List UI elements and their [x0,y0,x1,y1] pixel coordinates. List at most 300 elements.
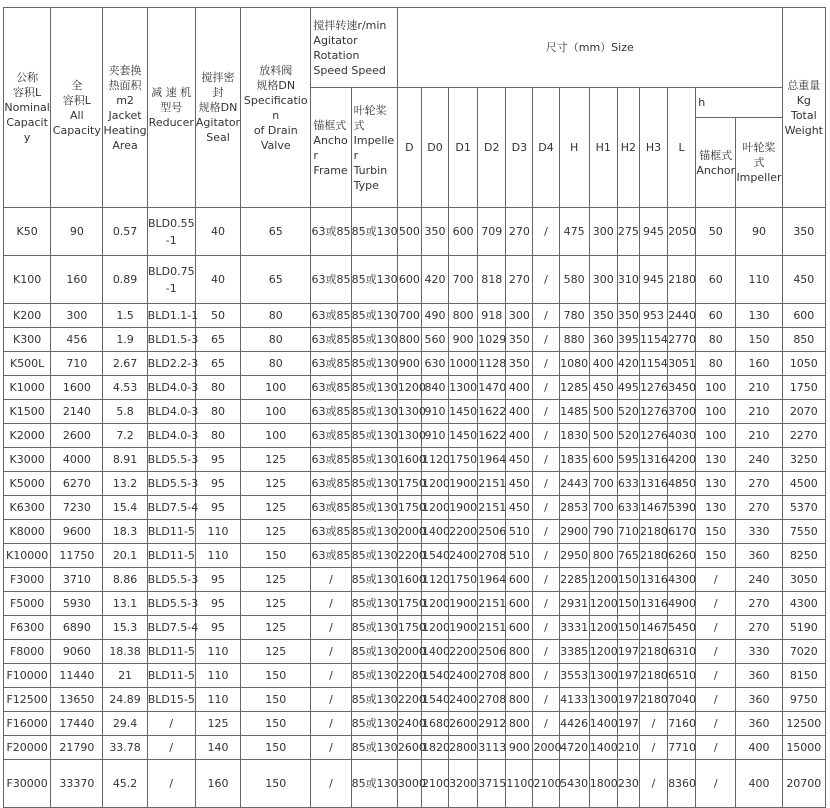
cell-d0: 910 [421,400,448,424]
cell-d1: 2200 [449,640,478,664]
cell-impeller: 85或130 [351,664,397,688]
cell-d: 2600 [397,736,421,760]
cell-h3: / [639,760,667,808]
cell-d4: / [533,376,559,400]
cell-model: K6300 [4,496,51,520]
cell-h3: / [639,736,667,760]
header-agitator-speed-line: 搅拌转速r/min [313,18,387,32]
cell-d3: 800 [506,712,533,736]
table-row [4,352,826,376]
cell-d1: 600 [449,208,478,256]
cell-weight: 20700 [782,760,825,808]
cell-anchor: / [311,664,351,688]
cell-valve: 125 [241,592,311,616]
cell-weight: 8250 [782,544,825,568]
cell-area: 20.1 [103,544,147,568]
cell-d1: 1450 [449,400,478,424]
cell-h: 2853 [559,496,589,520]
cell-reducer: BLD1.5-3 [147,328,195,352]
cell-model: K5000 [4,472,51,496]
cell-d2: 1964 [478,568,506,592]
cell-seal: 40 [195,256,240,304]
cell-d3: 600 [506,616,533,640]
cell-d2: 2912 [478,712,506,736]
cell-reducer: BLD5.5-3 [147,592,195,616]
cell-l: 5390 [668,496,696,520]
table-row [4,448,826,472]
cell-area: 18.38 [103,640,147,664]
cell-hi: 400 [736,760,782,808]
cell-d: 1750 [397,472,421,496]
cell-h: 475 [559,208,589,256]
cell-area: 15.4 [103,496,147,520]
cell-valve: 65 [241,256,311,304]
cell-d4: / [533,664,559,688]
cell-h: 1080 [559,352,589,376]
cell-weight: 4500 [782,472,825,496]
table-row [4,400,826,424]
table-header [4,8,826,208]
cell-d3: 300 [506,304,533,328]
cell-hi: 210 [736,376,782,400]
cell-area: 1.5 [103,304,147,328]
header-total-weight-line: Kg [796,93,811,107]
cell-d3: 900 [506,736,533,760]
cell-all: 4000 [51,448,103,472]
cell-h3: 1467 [639,616,667,640]
cell-d: 2200 [397,544,421,568]
cell-d: 3000 [397,760,421,808]
cell-model: F6300 [4,616,51,640]
cell-d1: 1900 [449,592,478,616]
cell-l: 4850 [668,472,696,496]
header-jacket-area-line: m2 [116,93,134,107]
header-nominal-capacity [4,8,51,208]
cell-model: K8000 [4,520,51,544]
header-drain-valve-line: 放料阀 [259,63,293,77]
cell-reducer: / [147,736,195,760]
cell-hi: 240 [736,448,782,472]
cell-impeller: 85或130 [351,472,397,496]
cell-h1: 450 [589,376,617,400]
cell-seal: 160 [195,760,240,808]
cell-d0: 2100 [421,760,448,808]
cell-all: 7230 [51,496,103,520]
table-row [4,664,826,688]
cell-ha: / [696,568,736,592]
cell-ha: 130 [696,496,736,520]
cell-d3: 400 [506,400,533,424]
header-h: h [696,88,782,118]
cell-h2: 197 [617,688,639,712]
cell-d0: 350 [421,208,448,256]
cell-h2: 765 [617,544,639,568]
cell-d: 500 [397,208,421,256]
cell-l: 7040 [668,688,696,712]
cell-d4: / [533,592,559,616]
header-dim-d0: D0 [421,88,448,208]
cell-ha: / [696,688,736,712]
cell-impeller: 85或130 [351,616,397,640]
table-row [4,520,826,544]
header-dim-d3: D3 [506,88,533,208]
table-row [4,592,826,616]
header-drain-valve-line: of Drain [253,123,298,137]
cell-anchor: 63或85 [311,496,351,520]
cell-h2: 275 [617,208,639,256]
cell-d2: 2151 [478,592,506,616]
cell-hi: 90 [736,208,782,256]
cell-h1: 1200 [589,640,617,664]
cell-reducer: BLD4.0-3 [147,400,195,424]
cell-ha: 100 [696,400,736,424]
header-speed-impeller-line: Type [353,178,379,192]
cell-reducer: BLD1.1-1 [147,304,195,328]
cell-weight: 7550 [782,520,825,544]
cell-l: 6510 [668,664,696,688]
cell-d1: 2200 [449,520,478,544]
cell-valve: 150 [241,736,311,760]
cell-seal: 110 [195,688,240,712]
cell-d1: 2600 [449,712,478,736]
cell-d2: 3715 [478,760,506,808]
cell-d: 700 [397,304,421,328]
cell-h: 3385 [559,640,589,664]
cell-model: K2000 [4,424,51,448]
cell-l: 4900 [668,592,696,616]
cell-h1: 1300 [589,688,617,712]
header-dim-d: D [397,88,421,208]
cell-reducer: / [147,760,195,808]
cell-hi: 210 [736,424,782,448]
cell-h1: 300 [589,256,617,304]
cell-l: 4300 [668,568,696,592]
cell-model: F5000 [4,592,51,616]
cell-anchor: 63或85 [311,424,351,448]
cell-anchor: 63或85 [311,352,351,376]
cell-model: K1000 [4,376,51,400]
cell-h: 880 [559,328,589,352]
table-row [4,544,826,568]
cell-ha: 130 [696,472,736,496]
cell-model: K3000 [4,448,51,472]
cell-model: K50 [4,208,51,256]
cell-reducer: BLD11-5 [147,520,195,544]
cell-d0: 1400 [421,640,448,664]
header-jacket-area [103,8,147,208]
cell-hi: 360 [736,544,782,568]
header-dim-h1: H1 [589,88,617,208]
cell-weight: 2070 [782,400,825,424]
header-agitator-speed-line: Agitator [313,33,358,47]
cell-reducer: BLD7.5-4 [147,496,195,520]
cell-weight: 350 [782,208,825,256]
cell-d3: 450 [506,496,533,520]
cell-l: 5450 [668,616,696,640]
cell-d: 2000 [397,520,421,544]
cell-d2: 2708 [478,664,506,688]
cell-d2: 2151 [478,496,506,520]
cell-all: 11440 [51,664,103,688]
cell-anchor: / [311,712,351,736]
header-h-impeller-line: 式 [753,156,765,169]
cell-area: 4.53 [103,376,147,400]
cell-d3: 270 [506,208,533,256]
cell-reducer: BLD4.0-3 [147,376,195,400]
cell-model: K500L [4,352,51,376]
cell-impeller: 85或130 [351,208,397,256]
cell-d1: 700 [449,256,478,304]
cell-h1: 700 [589,496,617,520]
cell-impeller: 85或130 [351,424,397,448]
cell-ha: / [696,664,736,688]
cell-hi: 270 [736,496,782,520]
header-reducer-line: 减 速 机 [151,86,192,99]
cell-seal: 95 [195,616,240,640]
cell-h3: 945 [639,256,667,304]
header-agitator-seal-line: 规格DN [198,101,238,114]
cell-d0: 420 [421,256,448,304]
cell-weight: 1050 [782,352,825,376]
cell-weight: 450 [782,256,825,304]
cell-h: 580 [559,256,589,304]
cell-hi: 330 [736,520,782,544]
cell-ha: / [696,736,736,760]
cell-valve: 125 [241,568,311,592]
cell-d1: 1900 [449,496,478,520]
cell-d2: 918 [478,304,506,328]
cell-l: 2050 [668,208,696,256]
header-agitator-seal-line: Agitator [195,116,241,129]
cell-d1: 2400 [449,688,478,712]
cell-d4: / [533,304,559,328]
cell-h3: 1316 [639,472,667,496]
cell-hi: 240 [736,568,782,592]
cell-d2: 1470 [478,376,506,400]
header-speed-impeller-line: Impeller [353,133,395,162]
cell-area: 45.2 [103,760,147,808]
cell-area: 5.8 [103,400,147,424]
cell-h3: 1154 [639,328,667,352]
cell-all: 710 [51,352,103,376]
cell-d0: 1200 [421,496,448,520]
table-row [4,208,826,256]
cell-valve: 100 [241,424,311,448]
cell-ha: 150 [696,520,736,544]
cell-hi: 270 [736,592,782,616]
cell-h1: 1200 [589,592,617,616]
cell-ha: 50 [696,208,736,256]
cell-valve: 80 [241,304,311,328]
cell-area: 2.67 [103,352,147,376]
cell-l: 8360 [668,760,696,808]
cell-h2: 210 [617,736,639,760]
cell-anchor: 63或85 [311,472,351,496]
cell-weight: 600 [782,304,825,328]
cell-valve: 125 [241,448,311,472]
cell-ha: 130 [696,448,736,472]
cell-d0: 1200 [421,472,448,496]
cell-all: 160 [51,256,103,304]
cell-ha: / [696,592,736,616]
cell-h1: 1400 [589,712,617,736]
header-jacket-area-line: Jacket [108,108,142,122]
cell-h3: 1316 [639,448,667,472]
header-h-anchor [696,118,736,208]
cell-area: 8.86 [103,568,147,592]
cell-d3: 400 [506,376,533,400]
header-h-anchor-line: 锚框式 [699,148,733,162]
cell-impeller: 85或130 [351,328,397,352]
header-jacket-area-line: Area [112,138,138,152]
cell-reducer: BLD0.75-1 [147,256,195,304]
cell-h1: 400 [589,352,617,376]
table-row [4,424,826,448]
header-nominal-capacity-line: Nominal [4,101,50,114]
cell-seal: 80 [195,400,240,424]
cell-hi: 400 [736,736,782,760]
cell-d2: 709 [478,208,506,256]
table-row [4,736,826,760]
cell-reducer: BLD4.0-3 [147,424,195,448]
cell-all: 456 [51,328,103,352]
cell-anchor: 63或85 [311,328,351,352]
cell-valve: 125 [241,520,311,544]
cell-h1: 500 [589,400,617,424]
cell-model: F30000 [4,760,51,808]
cell-d0: 1400 [421,520,448,544]
cell-h3: 1467 [639,496,667,520]
cell-area: 0.57 [103,208,147,256]
cell-h1: 790 [589,520,617,544]
cell-area: 8.91 [103,448,147,472]
cell-h3: 1276 [639,376,667,400]
cell-d: 600 [397,256,421,304]
cell-reducer: / [147,712,195,736]
cell-d3: 800 [506,688,533,712]
cell-d0: 840 [421,376,448,400]
cell-model: K10000 [4,544,51,568]
header-drain-valve [241,8,311,208]
header-speed-anchor-line: Frame [313,163,348,177]
cell-d2: 2151 [478,616,506,640]
cell-weight: 5190 [782,616,825,640]
cell-d3: 510 [506,520,533,544]
cell-valve: 125 [241,616,311,640]
cell-hi: 360 [736,688,782,712]
cell-d0: 1540 [421,664,448,688]
cell-impeller: 85或130 [351,304,397,328]
cell-h1: 350 [589,304,617,328]
cell-valve: 150 [241,544,311,568]
cell-weight: 12500 [782,712,825,736]
cell-d4: / [533,208,559,256]
cell-reducer: BLD11-5 [147,664,195,688]
cell-valve: 125 [241,472,311,496]
cell-weight: 850 [782,328,825,352]
cell-d0: 1120 [421,448,448,472]
cell-d4: / [533,472,559,496]
cell-h: 5430 [559,760,589,808]
cell-l: 4030 [668,424,696,448]
cell-d3: 350 [506,328,533,352]
cell-d: 2400 [397,712,421,736]
cell-ha: / [696,760,736,808]
cell-d1: 1900 [449,472,478,496]
cell-all: 9600 [51,520,103,544]
cell-h: 1835 [559,448,589,472]
header-h-anchor-line: Anchor [696,163,736,177]
cell-d4: / [533,544,559,568]
cell-impeller: 85或130 [351,640,397,664]
cell-seal: 80 [195,424,240,448]
cell-model: F3000 [4,568,51,592]
cell-d4: / [533,712,559,736]
cell-impeller: 85或130 [351,256,397,304]
cell-d4: / [533,496,559,520]
cell-impeller: 85或130 [351,736,397,760]
cell-d1: 1300 [449,376,478,400]
cell-h: 3331 [559,616,589,640]
cell-model: K200 [4,304,51,328]
cell-reducer: BLD0.55-1 [147,208,195,256]
cell-area: 24.89 [103,688,147,712]
cell-d4: / [533,640,559,664]
cell-l: 2770 [668,328,696,352]
cell-d1: 1750 [449,568,478,592]
cell-l: 3700 [668,400,696,424]
header-total-weight-line: Weight [784,123,823,137]
cell-d0: 1540 [421,688,448,712]
cell-d3: 450 [506,472,533,496]
cell-seal: 50 [195,304,240,328]
cell-d4: / [533,352,559,376]
header-agitator-seal-line: Seal [206,131,230,144]
cell-d: 2000 [397,640,421,664]
header-all-capacity [51,8,103,208]
header-dim-d1: D1 [449,88,478,208]
cell-valve: 125 [241,640,311,664]
header-speed-anchor [311,88,351,208]
cell-all: 3710 [51,568,103,592]
header-speed-impeller-line: Turbin [353,163,388,177]
cell-hi: 360 [736,664,782,688]
cell-h1: 1400 [589,736,617,760]
cell-anchor: / [311,760,351,808]
cell-d4: / [533,400,559,424]
cell-d0: 1820 [421,736,448,760]
cell-h2: 633 [617,496,639,520]
cell-h3: 1276 [639,400,667,424]
cell-h1: 300 [589,208,617,256]
table-row [4,640,826,664]
cell-h2: 197 [617,712,639,736]
cell-d0: 1680 [421,712,448,736]
cell-weight: 2270 [782,424,825,448]
header-speed-anchor-line: Anchor [313,133,348,162]
cell-d3: 600 [506,592,533,616]
cell-d2: 1964 [478,448,506,472]
cell-h: 2443 [559,472,589,496]
cell-valve: 100 [241,376,311,400]
cell-impeller: 85或130 [351,376,397,400]
cell-ha: 60 [696,256,736,304]
header-drain-valve-line: Valve [260,138,291,152]
cell-valve: 80 [241,328,311,352]
cell-all: 11750 [51,544,103,568]
cell-ha: / [696,616,736,640]
header-h-impeller-line: Impeller [736,171,782,184]
